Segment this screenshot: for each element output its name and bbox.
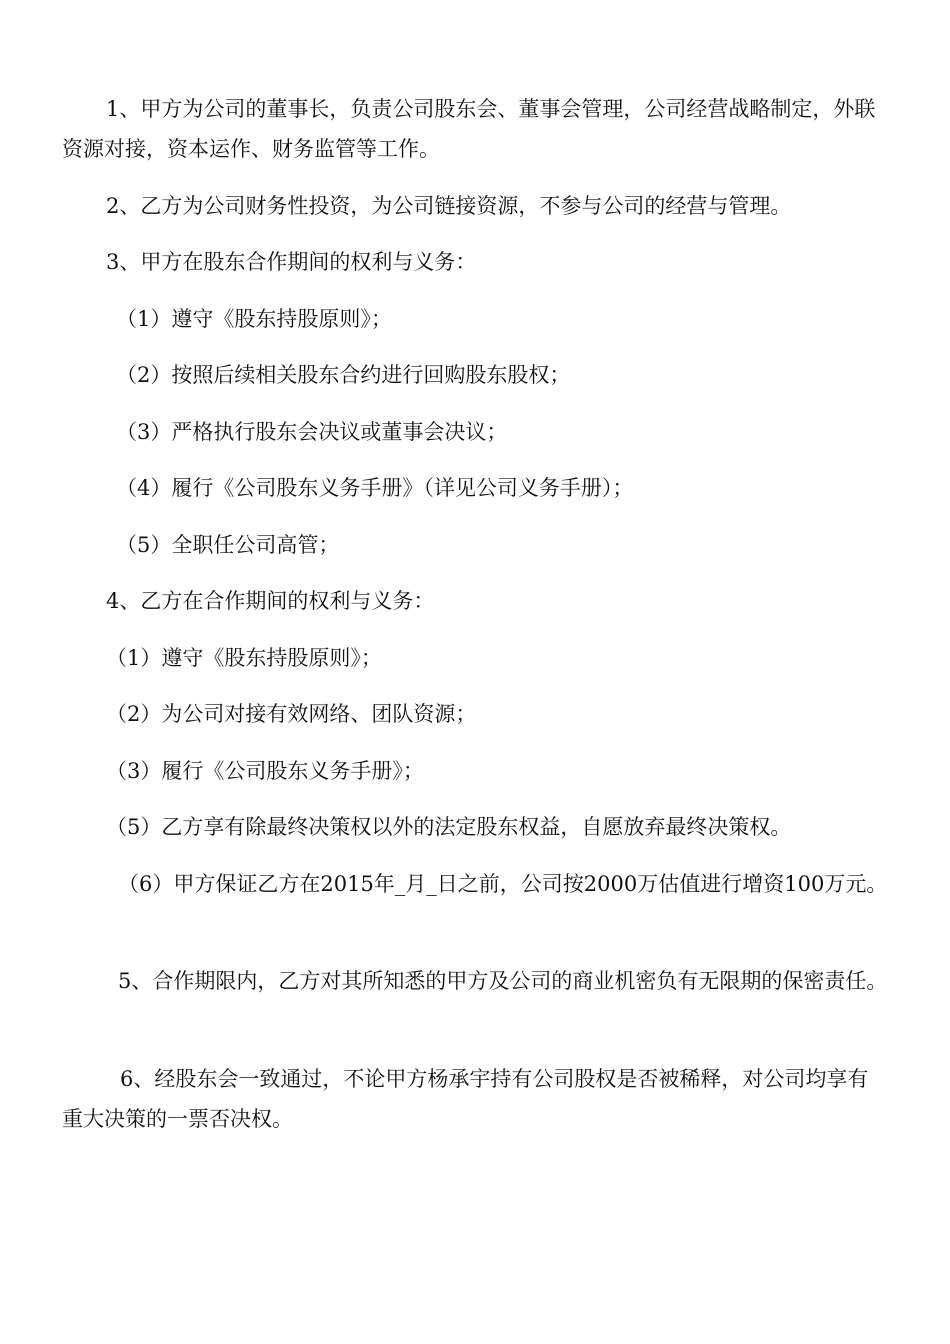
list-item-a1: （1）遵守《股东持股原则》；: [116, 307, 392, 331]
paragraph-2: 2、乙方为公司财务性投资，为公司链接资源，不参与公司的经营与管理。: [106, 194, 792, 218]
paragraph-3: 3、甲方在股东合作期间的权利与义务：: [106, 250, 477, 274]
paragraph-6: 6、经股东会一致通过，不论甲方杨承宇持有公司股权是否被稀释，对公司均享有重大决策的一票否决权。: [62, 1067, 869, 1131]
paragraph-1: 1、甲方为公司的董事长，负责公司股东会、董事会管理，公司经营战略制定，外联资源对接，资本运作、财务监管等工作。: [62, 97, 876, 161]
list-item-b2: （2）为公司对接有效网络、团队资源；: [106, 702, 477, 726]
list-item-b3: （3）履行《公司股东义务手册》；: [106, 759, 424, 783]
list-item-a5: （5）全职任公司高管；: [116, 533, 340, 557]
paragraph-5: 5、合作期限内，乙方对其所知悉的甲方及公司的商业机密负有无限期的保密责任。: [118, 969, 888, 993]
list-item-b6: （6）甲方保证乙方在2015年_月_日之前，公司按2000万估值进行增资100万元。: [118, 872, 888, 896]
list-item-a3: （3）严格执行股东会决议或董事会决议；: [116, 420, 508, 444]
list-item-b5: （5）乙方享有除最终决策权以外的法定股东权益，自愿放弃最终决策权。: [106, 815, 792, 839]
list-item-a2: （2）按照后续相关股东合约进行回购股东股权；: [116, 363, 571, 387]
list-item-a4: （4）履行《公司股东义务手册》（详见公司义务手册）；: [116, 476, 634, 500]
paragraph-4: 4、乙方在合作期间的权利与义务：: [106, 589, 435, 613]
list-item-b1: （1）遵守《股东持股原则》；: [106, 646, 382, 670]
